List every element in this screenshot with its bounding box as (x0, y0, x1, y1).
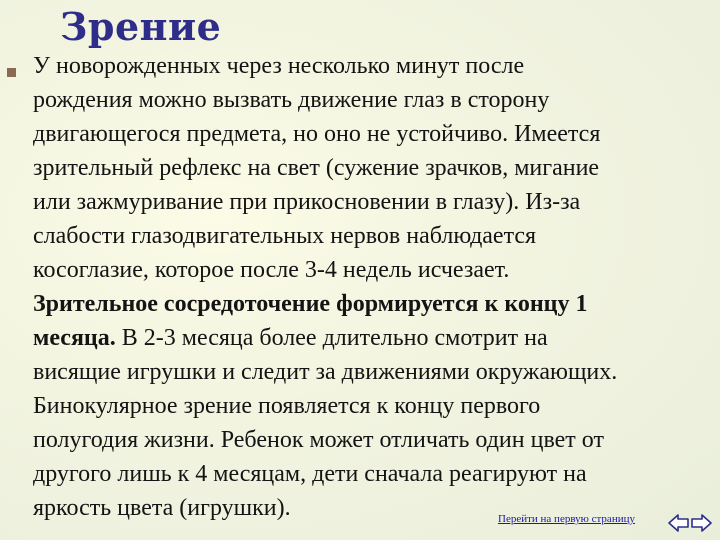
paragraph-line: или зажмуривание при прикосновении в глазу). Из-за (33, 189, 581, 215)
paragraph-line: полугодия жизни. Ребенок может отличать один цвет от (33, 427, 604, 453)
paragraph-line: висящие игрушки и следит за движениями окружающих. (33, 359, 618, 385)
paragraph-line: рождения можно вызвать движение глаз в сторону (33, 87, 550, 113)
paragraph-line: другого лишь к 4 месяцам, дети сначала реагируют на (33, 461, 587, 487)
first-page-link[interactable]: Перейти на первую страницу (498, 513, 635, 525)
paragraph-line-rest: В 2-3 месяца более длительно смотрит на (115, 325, 548, 351)
back-forward-arrows-icon[interactable] (668, 512, 712, 534)
paragraph-line: Бинокулярное зрение появляется к концу первого (33, 393, 541, 419)
paragraph-line: зрительный рефлекс на свет (сужение зрачков, мигание (33, 155, 600, 181)
body-paragraph (33, 49, 718, 525)
bullet-square-icon (7, 68, 16, 77)
paragraph-line: слабости глазодвигательных нервов наблюдается (33, 223, 537, 249)
paragraph-line: косоглазие, которое после 3-4 недель исчезает. (33, 257, 510, 283)
paragraph-line: У новорожденных через несколько минут после (33, 53, 525, 79)
paragraph-line-mixed (33, 321, 718, 355)
slide-title: Зрение (60, 4, 222, 49)
bold-statement-end: месяца. (33, 325, 116, 351)
paragraph-line: яркость цвета (игрушки). (33, 495, 291, 521)
paragraph-line: двигающегося предмета, но оно не устойчиво. Имеется (33, 121, 601, 147)
bold-statement-line: Зрительное сосредоточение формируется к концу 1 (33, 291, 588, 317)
